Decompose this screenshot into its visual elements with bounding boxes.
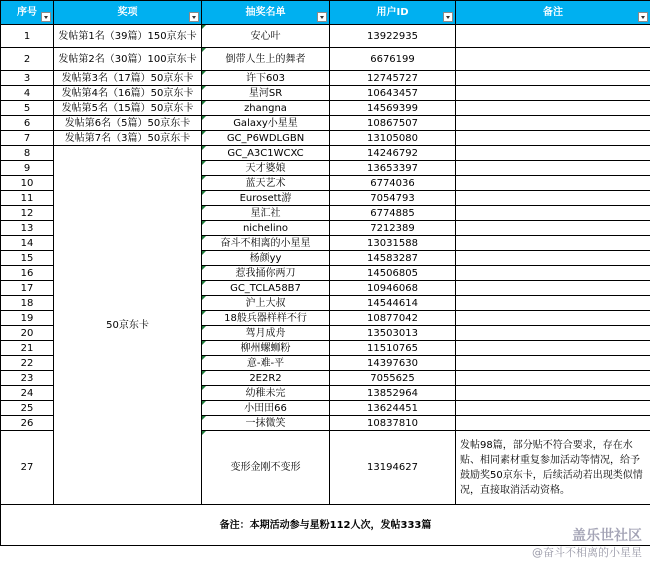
prize-cell: 发帖第5名（15篇）50京东卡 bbox=[54, 101, 202, 116]
prize-cell-merged: 50京东卡 bbox=[54, 146, 202, 505]
user-id: 7055625 bbox=[330, 371, 456, 386]
row-number: 14 bbox=[1, 236, 54, 251]
user-id: 13105080 bbox=[330, 131, 456, 146]
winner-name: 蓝天艺术 bbox=[202, 176, 330, 191]
remark-cell bbox=[456, 326, 650, 341]
user-id: 13624451 bbox=[330, 401, 456, 416]
remark-cell bbox=[456, 251, 650, 266]
filter-dropdown-icon[interactable] bbox=[41, 12, 51, 22]
remark-cell bbox=[456, 176, 650, 191]
remark-cell bbox=[456, 266, 650, 281]
winner-name: 惹我捅你两刀 bbox=[202, 266, 330, 281]
row-number: 10 bbox=[1, 176, 54, 191]
table-row bbox=[1, 116, 650, 131]
user-id: 14569399 bbox=[330, 101, 456, 116]
row-number: 6 bbox=[1, 116, 54, 131]
table-row bbox=[1, 101, 650, 116]
remark-cell bbox=[456, 341, 650, 356]
winner-name: 18般兵器样样不行 bbox=[202, 311, 330, 326]
footer-note: 备注：本期活动参与星粉112人次，发帖333篇 bbox=[1, 505, 650, 546]
remark-cell bbox=[456, 71, 650, 86]
remark-cell bbox=[456, 281, 650, 296]
row-number: 23 bbox=[1, 371, 54, 386]
winner-name: 奋斗不相离的小星星 bbox=[202, 236, 330, 251]
row-number: 22 bbox=[1, 356, 54, 371]
col-header-label: 序号 bbox=[17, 7, 37, 18]
winner-name: nichelino bbox=[202, 221, 330, 236]
prize-cell: 发帖第2名（30篇）100京东卡 bbox=[54, 48, 202, 71]
winner-name: GC_TCLA58B7 bbox=[202, 281, 330, 296]
user-id: 10946068 bbox=[330, 281, 456, 296]
remark-cell bbox=[456, 356, 650, 371]
row-number: 5 bbox=[1, 101, 54, 116]
winner-name: Eurosett游 bbox=[202, 191, 330, 206]
row-number: 20 bbox=[1, 326, 54, 341]
remark-cell bbox=[456, 371, 650, 386]
winner-name: 小田田66 bbox=[202, 401, 330, 416]
col-header-label: 备注 bbox=[543, 7, 563, 18]
row-number: 24 bbox=[1, 386, 54, 401]
col-header-no[interactable] bbox=[1, 1, 54, 25]
filter-dropdown-icon[interactable] bbox=[189, 12, 199, 22]
user-id: 14506805 bbox=[330, 266, 456, 281]
filter-dropdown-icon[interactable] bbox=[638, 12, 648, 22]
winner-name: 柳州螺蛳粉 bbox=[202, 341, 330, 356]
prize-cell: 发帖第4名（16篇）50京东卡 bbox=[54, 86, 202, 101]
user-id: 13503013 bbox=[330, 326, 456, 341]
user-id: 13852964 bbox=[330, 386, 456, 401]
prize-cell: 发帖第7名（3篇）50京东卡 bbox=[54, 131, 202, 146]
remark-cell bbox=[456, 206, 650, 221]
col-header-label: 用户ID bbox=[376, 7, 409, 18]
winner-name: 驾月成舟 bbox=[202, 326, 330, 341]
user-id: 10837810 bbox=[330, 416, 456, 431]
user-id: 14246792 bbox=[330, 146, 456, 161]
watermark-user: @奋斗不相离的小星星 bbox=[532, 546, 642, 559]
user-id: 7054793 bbox=[330, 191, 456, 206]
remark-cell bbox=[456, 221, 650, 236]
row-number: 17 bbox=[1, 281, 54, 296]
remark-cell bbox=[456, 236, 650, 251]
user-id: 10867507 bbox=[330, 116, 456, 131]
row-number: 9 bbox=[1, 161, 54, 176]
user-id: 13922935 bbox=[330, 25, 456, 48]
user-id: 13653397 bbox=[330, 161, 456, 176]
row-number: 16 bbox=[1, 266, 54, 281]
winner-name: 安心叶 bbox=[202, 25, 330, 48]
user-id: 11510765 bbox=[330, 341, 456, 356]
winner-name: 许下603 bbox=[202, 71, 330, 86]
col-header-remark[interactable] bbox=[456, 1, 650, 25]
remark-cell bbox=[456, 311, 650, 326]
col-header-prize[interactable] bbox=[54, 1, 202, 25]
remark-cell bbox=[456, 25, 650, 48]
watermark-site: 盖乐世社区 bbox=[572, 528, 642, 544]
row-number: 4 bbox=[1, 86, 54, 101]
row-number: 15 bbox=[1, 251, 54, 266]
winner-name: Galaxy小星星 bbox=[202, 116, 330, 131]
winner-name: 倒带人生上的舞者 bbox=[202, 48, 330, 71]
remark-cell: 发帖98篇，部分贴不符合要求，存在水贴、相同素材重复参加活动等情况，给予鼓励奖50京东卡，后续活动若出现类似情况，直接取消活动资格。 bbox=[456, 431, 650, 505]
winner-name: 一抹微笑 bbox=[202, 416, 330, 431]
remark-cell bbox=[456, 386, 650, 401]
winner-name: 幼稚未完 bbox=[202, 386, 330, 401]
row-number: 19 bbox=[1, 311, 54, 326]
remark-cell bbox=[456, 116, 650, 131]
remark-cell bbox=[456, 146, 650, 161]
user-id: 10643457 bbox=[330, 86, 456, 101]
user-id: 6676199 bbox=[330, 48, 456, 71]
remark-cell bbox=[456, 161, 650, 176]
col-header-uid[interactable] bbox=[330, 1, 456, 25]
remark-cell bbox=[456, 401, 650, 416]
user-id: 10877042 bbox=[330, 311, 456, 326]
row-number: 12 bbox=[1, 206, 54, 221]
col-header-name[interactable] bbox=[202, 1, 330, 25]
user-id: 14544614 bbox=[330, 296, 456, 311]
row-number: 21 bbox=[1, 341, 54, 356]
winner-name: 2E2R2 bbox=[202, 371, 330, 386]
row-number: 8 bbox=[1, 146, 54, 161]
prize-cell: 发帖第6名（5篇）50京东卡 bbox=[54, 116, 202, 131]
row-number: 13 bbox=[1, 221, 54, 236]
user-id: 7212389 bbox=[330, 221, 456, 236]
user-id: 6774036 bbox=[330, 176, 456, 191]
winner-name: 杨颜yy bbox=[202, 251, 330, 266]
table-row bbox=[1, 131, 650, 146]
table-row bbox=[1, 48, 650, 71]
row-number: 11 bbox=[1, 191, 54, 206]
row-number: 3 bbox=[1, 71, 54, 86]
winner-name: 星汇社 bbox=[202, 206, 330, 221]
header-row bbox=[1, 1, 650, 25]
winner-name: 天才婆娘 bbox=[202, 161, 330, 176]
winner-name: 星河SR bbox=[202, 86, 330, 101]
row-number: 2 bbox=[1, 48, 54, 71]
row-number: 25 bbox=[1, 401, 54, 416]
winner-name: 沪上大叔 bbox=[202, 296, 330, 311]
remark-cell bbox=[456, 296, 650, 311]
row-number: 26 bbox=[1, 416, 54, 431]
winner-name: GC_A3C1WCXC bbox=[202, 146, 330, 161]
table-row bbox=[1, 25, 650, 48]
filter-dropdown-icon[interactable] bbox=[317, 12, 327, 22]
user-id: 6774885 bbox=[330, 206, 456, 221]
row-number: 18 bbox=[1, 296, 54, 311]
remark-cell bbox=[456, 416, 650, 431]
winner-name: 意-难-平 bbox=[202, 356, 330, 371]
winner-name: GC_P6WDLGBN bbox=[202, 131, 330, 146]
remark-cell bbox=[456, 48, 650, 71]
prize-cell: 发帖第3名（17篇）50京东卡 bbox=[54, 71, 202, 86]
table-row bbox=[1, 71, 650, 86]
user-id: 14397630 bbox=[330, 356, 456, 371]
user-id: 13194627 bbox=[330, 431, 456, 505]
watermark bbox=[532, 527, 642, 560]
filter-dropdown-icon[interactable] bbox=[443, 12, 453, 22]
col-header-label: 抽奖名单 bbox=[245, 7, 286, 18]
table-row bbox=[1, 146, 650, 161]
prize-cell: 发帖第1名（39篇）150京东卡 bbox=[54, 25, 202, 48]
user-id: 14583287 bbox=[330, 251, 456, 266]
remark-cell bbox=[456, 101, 650, 116]
row-number: 7 bbox=[1, 131, 54, 146]
table-row bbox=[1, 86, 650, 101]
winner-name: zhangna bbox=[202, 101, 330, 116]
col-header-label: 奖项 bbox=[117, 7, 138, 18]
remark-cell bbox=[456, 131, 650, 146]
user-id: 13031588 bbox=[330, 236, 456, 251]
winner-name: 变形金刚不变形 bbox=[202, 431, 330, 505]
row-number: 1 bbox=[1, 25, 54, 48]
remark-cell bbox=[456, 86, 650, 101]
row-number: 27 bbox=[1, 431, 54, 505]
remark-cell bbox=[456, 191, 650, 206]
user-id: 12745727 bbox=[330, 71, 456, 86]
